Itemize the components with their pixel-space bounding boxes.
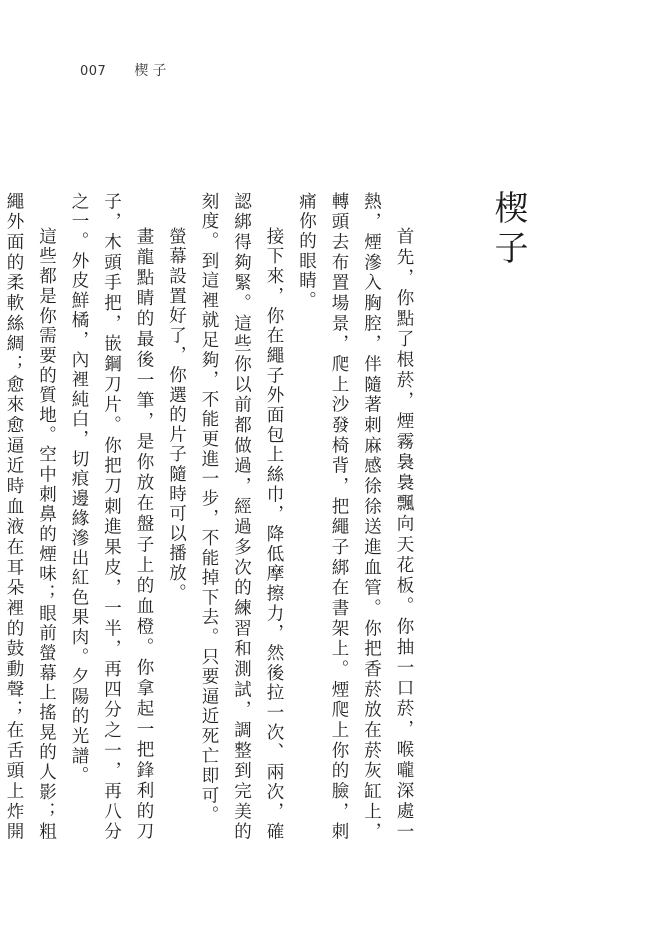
paragraph: 這些都是你需要的質地。空中刺鼻的煙味；眼前螢幕上搖晃的人影；粗繩外面的柔軟絲綢；愈來愈逼近時血液在耳朵裡的鼓動聲；在舌頭上炸開 (4, 192, 57, 842)
page-header (80, 60, 170, 80)
page-number: 007 (80, 64, 107, 79)
running-title: 楔子 (134, 63, 171, 79)
paragraph: 螢幕設置好了，你選的片子隨時可以播放。 (166, 227, 187, 604)
paragraph: 首先，你點了根菸，煙霧裊裊飄向天花板。你抽一口菸，喉嚨深處一熱，煙滲入胸腔，伴隨著刺麻感徐徐送進血管。你把香菸放在菸灰缸上，轉頭去布置場景，爬上沙發椅背，把繩子綁在書架上。煙爬上你的臉，刺痛你的眼睛。 (296, 192, 414, 842)
paragraph: 接下來，你在繩子外面包上絲巾，降低摩擦力，然後拉一次、兩次，確認綁得夠緊。這些你以前都做過，經過多次的練習和測試，調整到完美的刻度。到這裡就足夠，不能更進一步，不能掉下去。只要逼近死亡即可。 (199, 192, 284, 842)
body-text (0, 192, 420, 842)
paragraph: 畫龍點睛的最後一筆，是你放在盤子上的血橙。你拿起一把鋒利的刀子，木頭手把，嵌鋼刀片。你把刀刺進果皮，一半，再四分之一，再八分之一。外皮鮮橘，內裡純白，切痕邊緣滲出紅色果肉。夕陽的光譜。 (69, 192, 154, 842)
chapter-title: 楔子 (488, 190, 528, 270)
